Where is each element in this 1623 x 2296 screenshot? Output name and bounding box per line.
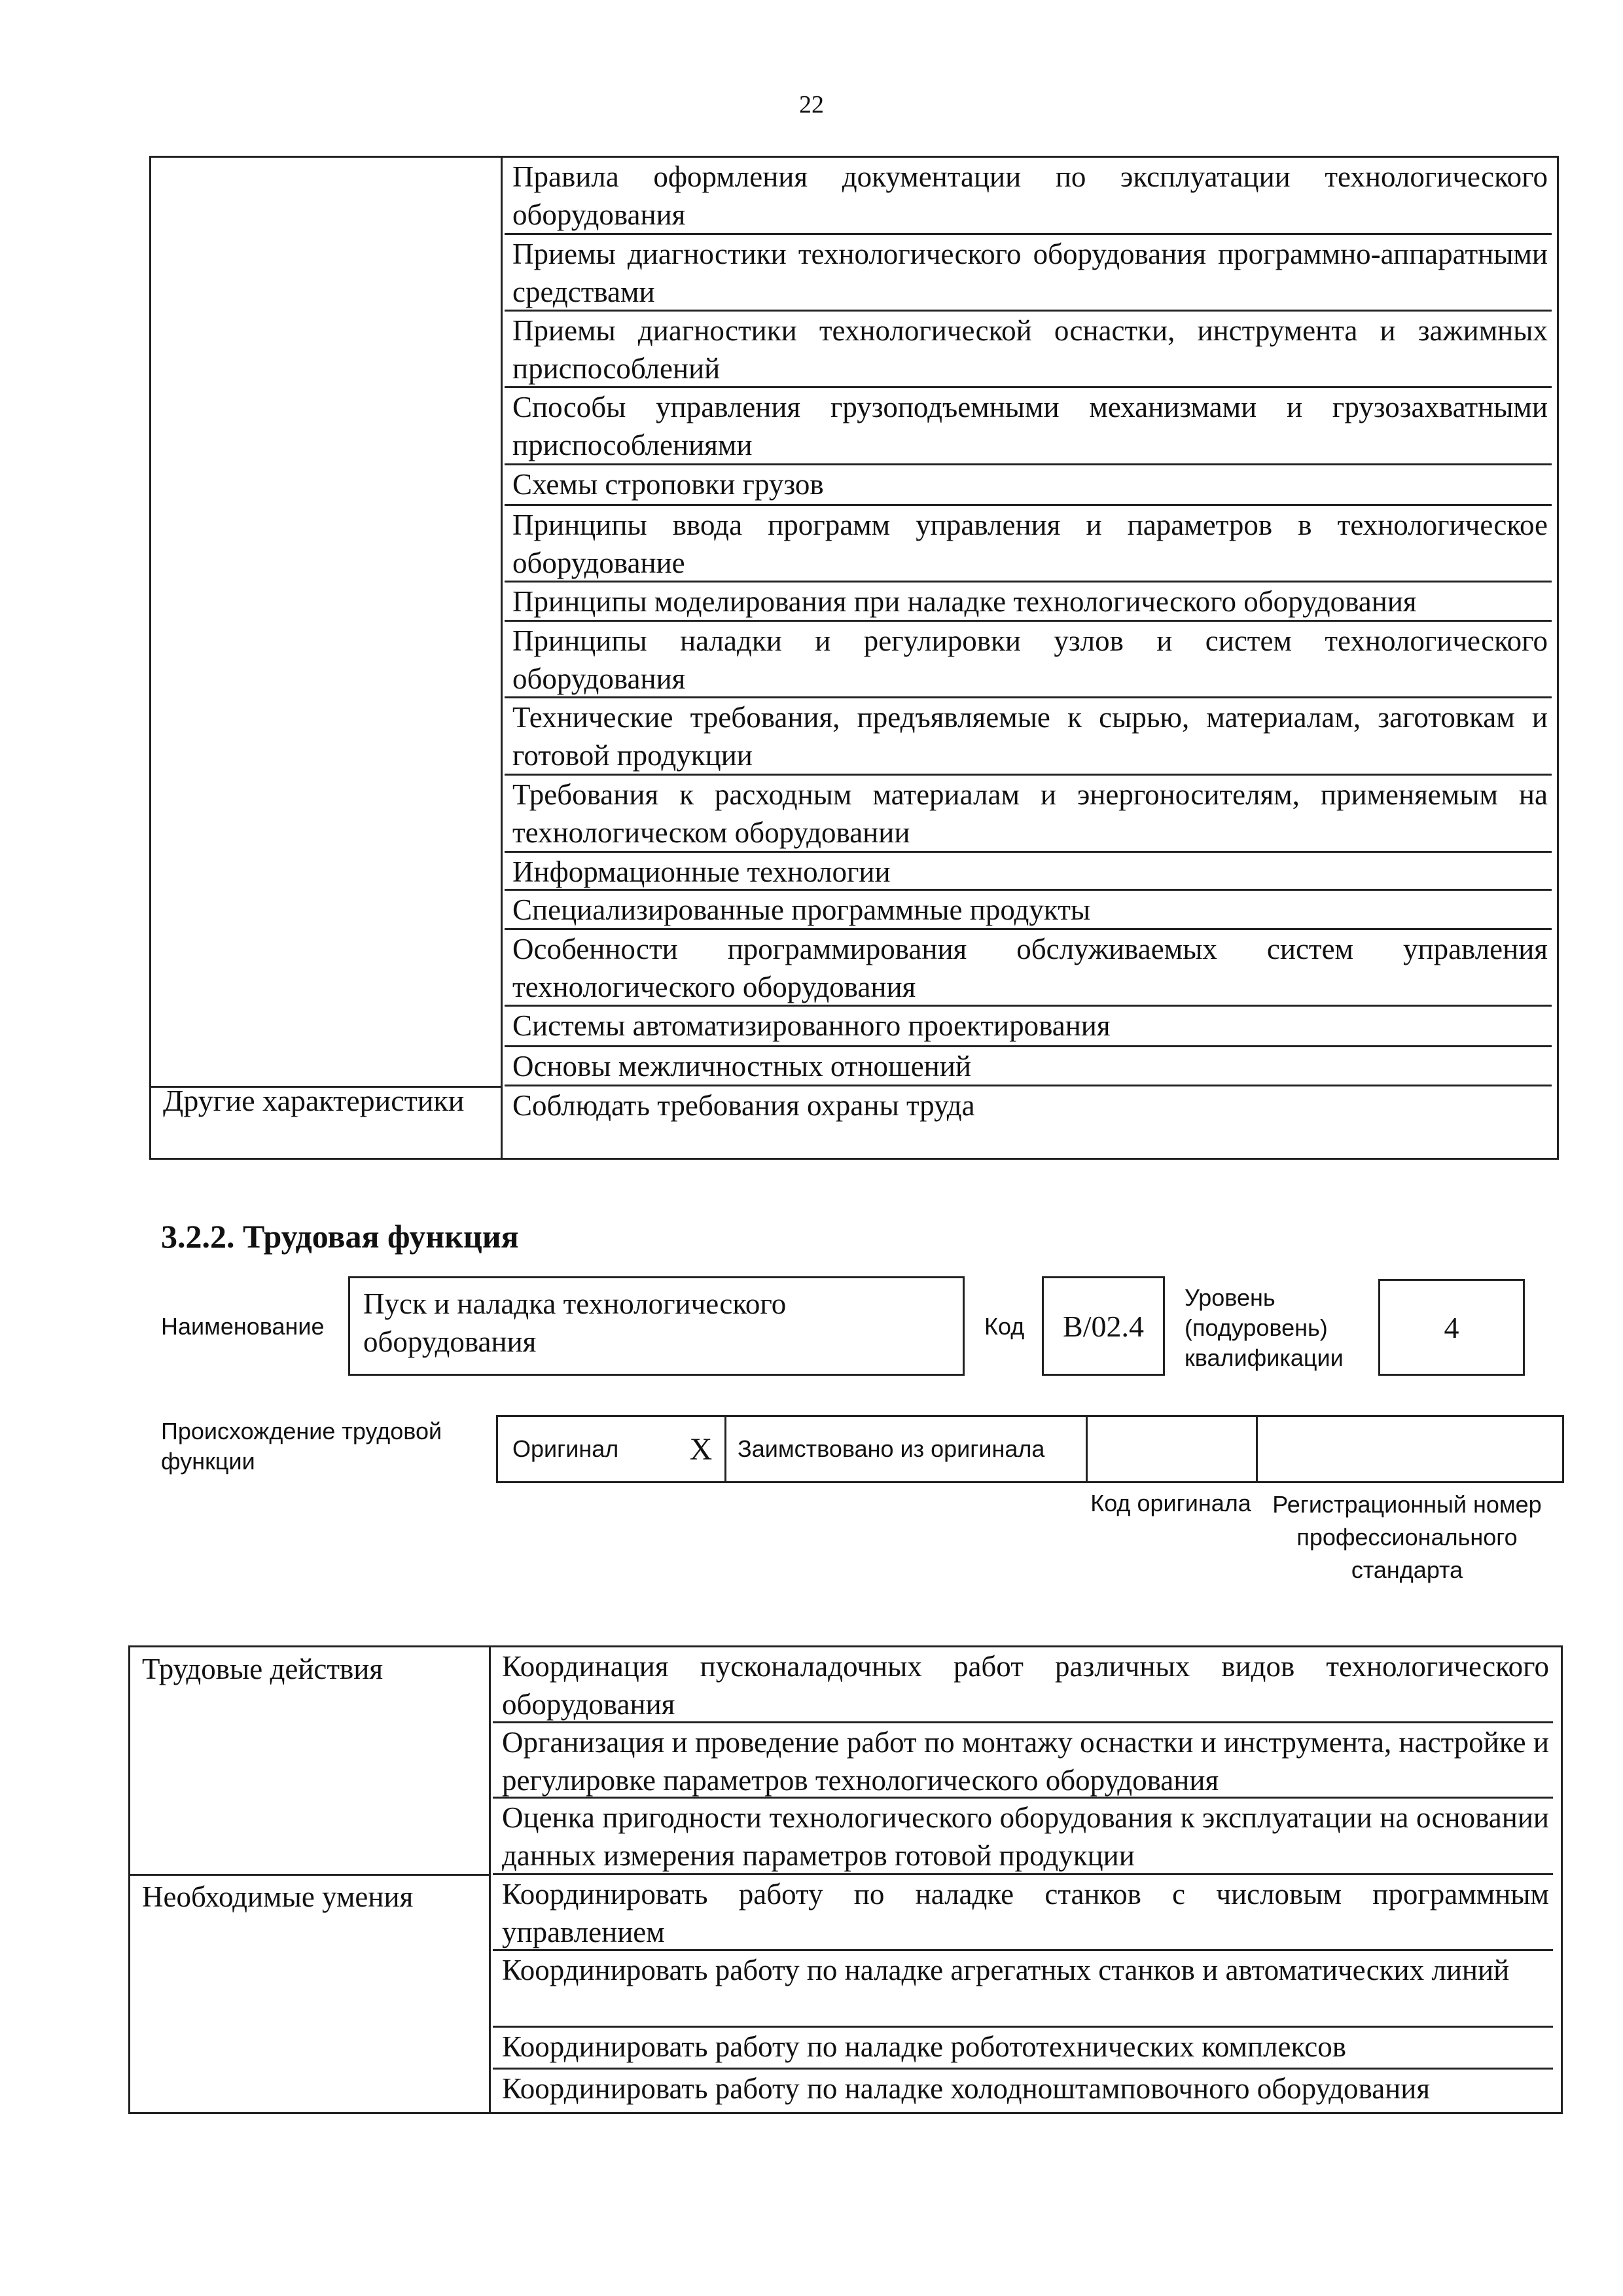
original-code-caption: Код оригинала [1090,1490,1251,1516]
borrowed-label: Заимствовано из оригинала [738,1435,1045,1462]
original-mark: X [689,1431,713,1467]
name-label: Наименование [161,1313,325,1340]
table-row: Координировать работу по наладке агрегатных станков и автоматических линий [493,1951,1553,2028]
origin-row [496,1415,1564,1483]
table-row: Принципы ввода программ управления и параметров в технологическое оборудование [505,506,1552,583]
original-label: Оригинал [512,1435,619,1462]
function-name-box: Пуск и наладка технологического оборудования [348,1276,965,1376]
table-row: Способы управления грузоподъемными механизмами и грузозахватными приспособлениями [505,388,1552,465]
table-row: Оценка пригодности технологического оборудования к эксплуатации на основании данных измерения параметров готовой продукции [493,1799,1553,1875]
table-row: Специализированные программные продукты [505,891,1552,930]
original-code-cell [1088,1417,1254,1481]
column-divider [489,1647,491,2112]
table-row: Технические требования, предъявляемые к сырью, материалам, заготовкам и готовой продукции [505,698,1552,776]
skills-label: Необходимые умения [142,1880,414,1913]
column-divider [501,158,503,1158]
registration-number-cell [1258,1417,1562,1481]
table-row: Основы межличностных отношений [505,1047,1552,1086]
table-row: Требования к расходным материалам и энергоносителям, применяемым на технологическом оборудовании [505,776,1552,853]
level-label: Уровень (подуровень) квалификации [1185,1284,1344,1371]
registration-number-caption: Регистрационный номер профессионального стандарта [1272,1491,1542,1583]
table-row: Принципы моделирования при наладке технологического оборудования [505,583,1552,622]
actions-label: Трудовые действия [142,1653,383,1685]
other-characteristics-label: Другие характеристики [163,1084,465,1117]
knowledge-table [149,156,1559,1160]
table-row: Координация пусконаладочных работ различных видов технологического оборудования [493,1647,1553,1723]
origin-label: Происхождение трудовой функции [161,1418,442,1475]
table-row: Организация и проведение работ по монтажу оснастки и инструмента, настройке и регулировке параметров технологического оборудования [493,1723,1553,1799]
work-table [128,1645,1563,2114]
other-characteristics-value: Соблюдать требования охраны труда [512,1089,975,1122]
table-row: Координировать работу по наладке робототехнических комплексов [493,2028,1553,2070]
table-row: Правила оформления документации по эксплуатации технологического оборудования [505,158,1552,235]
table-row: Приемы диагностики технологической оснастки, инструмента и зажимных приспособлений [505,312,1552,388]
table-row: Координировать работу по наладке станков с числовым программным управлением [493,1875,1553,1951]
row-divider [130,1874,489,1876]
table-row: Схемы строповки грузов [505,465,1552,506]
level-value-box: 4 [1378,1279,1525,1376]
cell-divider [724,1417,726,1481]
table-row: Принципы наладки и регулировки узлов и систем технологического оборудования [505,622,1552,698]
section-title: 3.2.2. Трудовая функция [161,1218,519,1255]
table-row: Приемы диагностики технологического оборудования программно-аппаратными средствами [505,235,1552,312]
table-row: Координировать работу по наладке холодноштамповочного оборудования [502,2072,1431,2105]
table-row: Системы автоматизированного проектирования [505,1007,1552,1047]
page-number: 22 [799,91,824,118]
table-row: Информационные технологии [505,853,1552,891]
function-code-box: В/02.4 [1042,1276,1165,1376]
code-label: Код [984,1313,1025,1340]
table-row: Особенности программирования обслуживаемых систем управления технологического оборудования [505,930,1552,1007]
